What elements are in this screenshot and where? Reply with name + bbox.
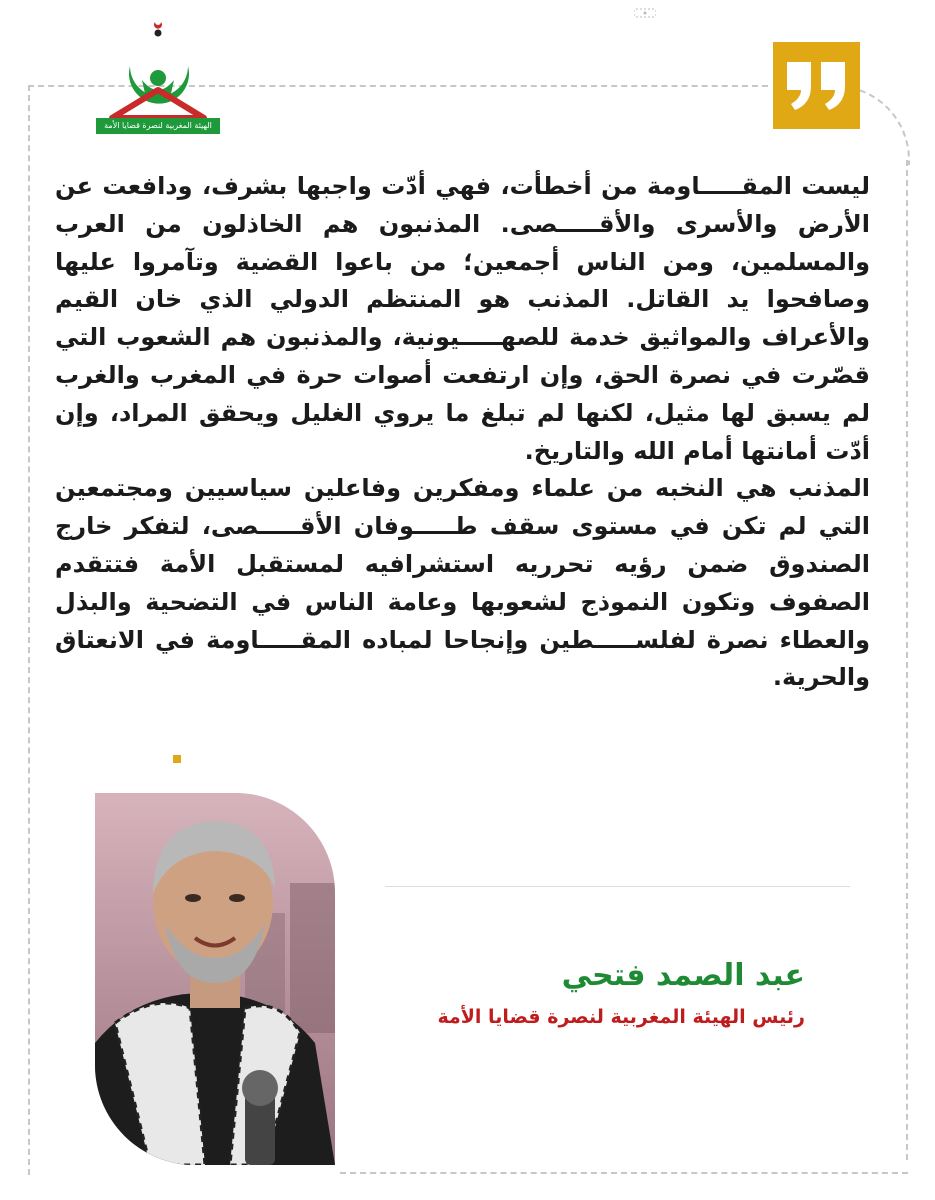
- frame-border-left: [28, 85, 30, 1175]
- quote-badge: [773, 42, 860, 129]
- top-decoration-icon: [634, 8, 656, 18]
- frame-border-bottom: [340, 1172, 908, 1174]
- article-body: [55, 168, 870, 697]
- organization-logo: [92, 18, 224, 138]
- logo-caption: الهيئة المغربية لنصرة قضايا الأمة: [104, 121, 212, 130]
- portrait-image: [95, 793, 335, 1165]
- accent-dot: [173, 755, 181, 763]
- frame-border-right: [906, 160, 908, 1160]
- author-divider: [385, 886, 850, 887]
- quotation-mark-icon: [773, 42, 860, 129]
- article-paragraph: المذنب هي النخبه من علماء ومفكرين وفاعلين سياسيين ومجتمعين التي لم تكن في مستوى سقف طـــــوفان الأقـــــصى، لتفكر خارج الصندوق ضمن رؤيه تحرريه استشرافيه لمستقبل الأمة فتتقدم الصفوف وتكون النموذج لشعوبها وعامة الناس في التضحية والبذل والعطاء نصرة لفلســـــطين وإنجاحا لمباده المقـــــاومة في الانعتاق والحرية.: [55, 474, 870, 692]
- author-name: عبد الصمد فتحي: [561, 958, 805, 993]
- author-title: رئيس الهيئة المغربية لنصرة قضايا الأمة: [437, 1006, 805, 1028]
- author-photo: [95, 793, 335, 1165]
- article-paragraph: ليست المقـــــاومة من أخطأت، فهي أدّت واجبها بشرف، ودافعت عن الأرض والأسرى والأقـــــصى. المذنبون هم الخاذلون من العرب والمسلمين، ومن الناس أجمعين؛ من باعوا القضية وتآمروا عليها وصافحوا يد القاتل. المذنب هو المنتظم الدولي الذي خان القيم والأعراف والمواثيق خدمة للصهـــــيونية، والمذنبون هم الشعوب التي قصّرت في نصرة الحق، وإن ارتفعت أصوات حرة في المغرب والغرب لم يسبق لها مثيل، لكنها لم تبلغ ما يروي الغليل ويحقق المراد، وإن أدّت أمانتها أمام الله والتاريخ.: [55, 172, 870, 465]
